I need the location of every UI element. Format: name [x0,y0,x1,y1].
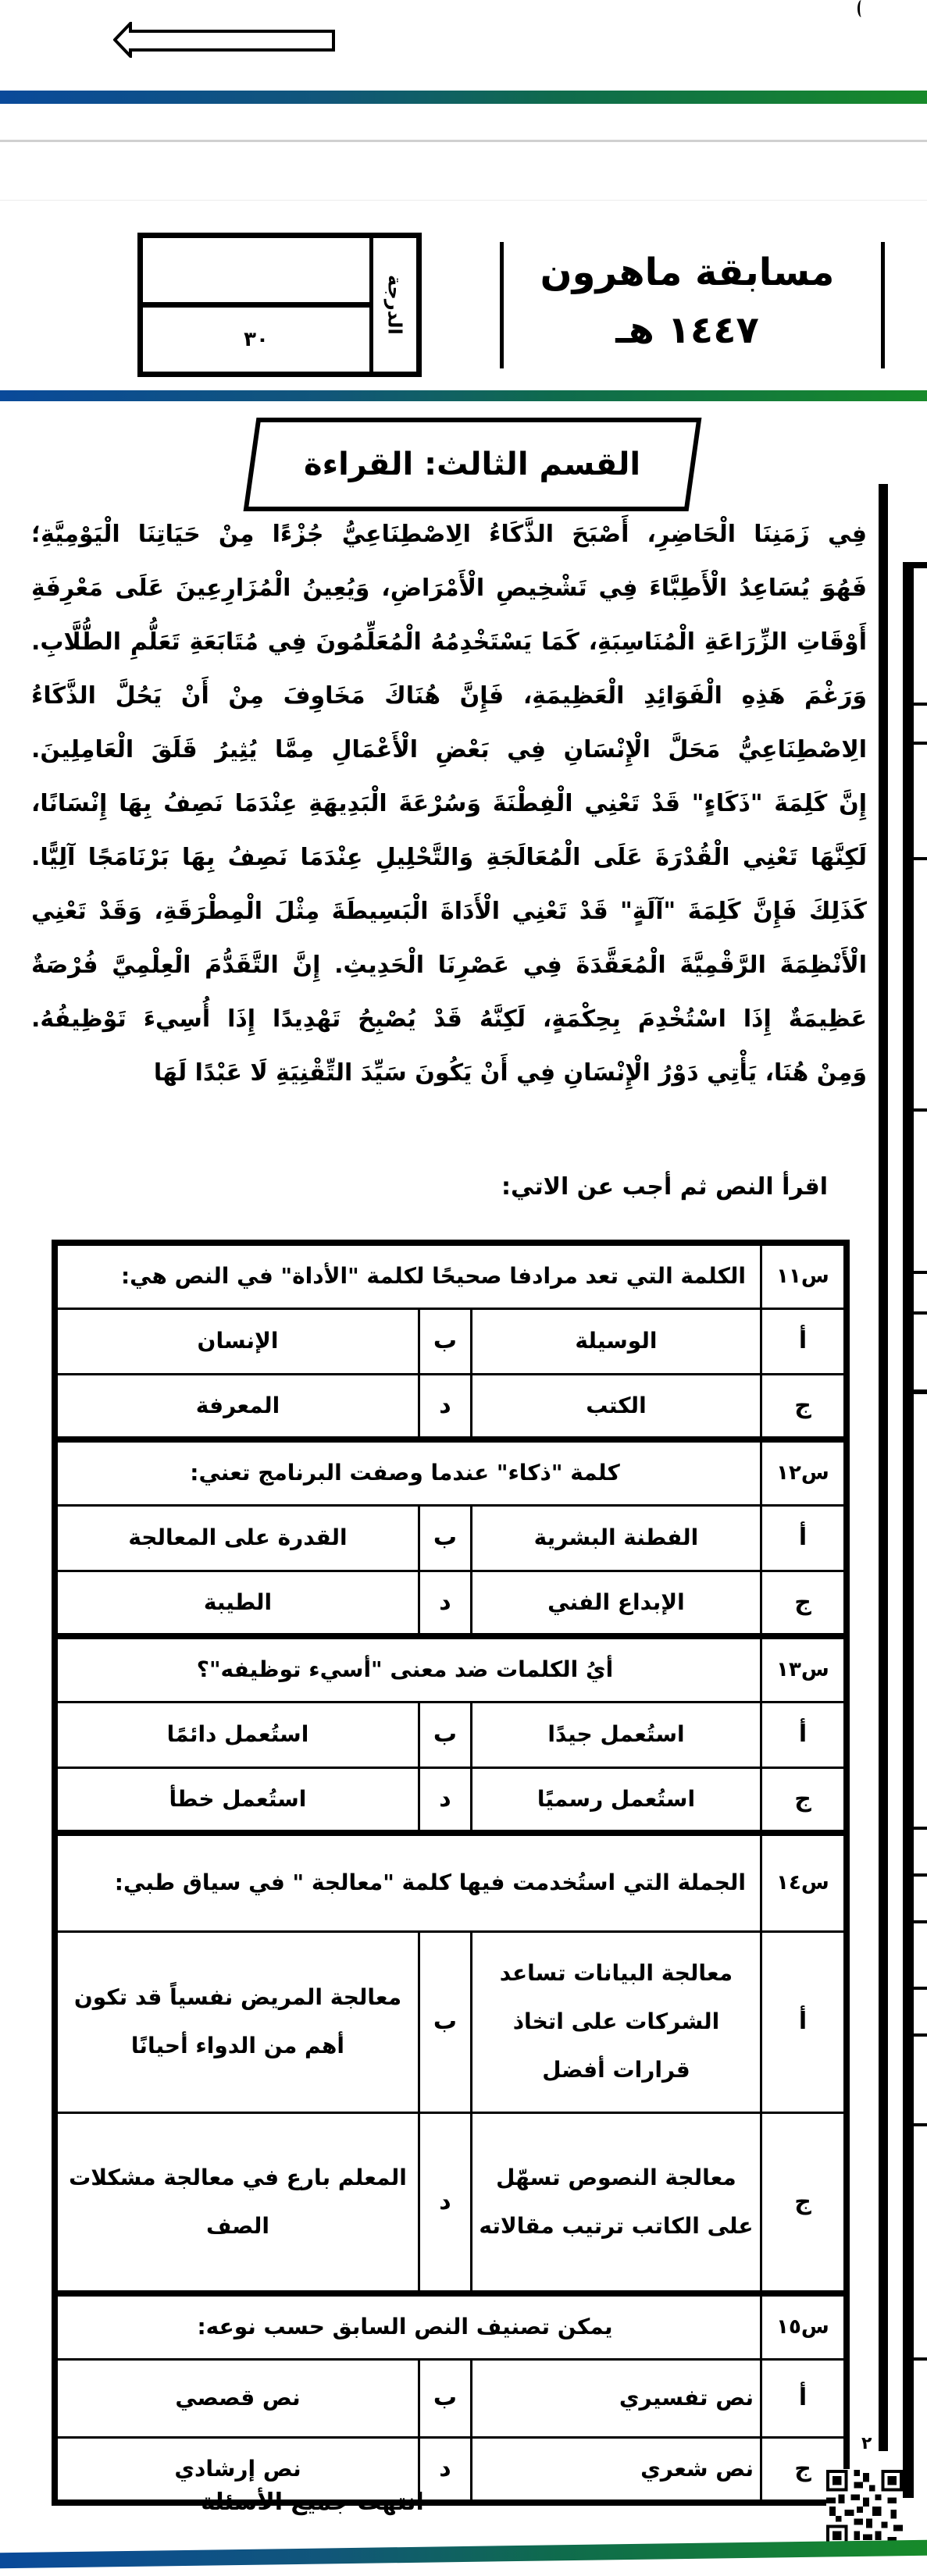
question-row [55,1833,847,1931]
passage-line: الِاصْطِنَاعِيُّ مَحَلَّ الْإِنْسَانِ فِي بَعْضِ الْأَعْمَالِ مِمَّا يُثِيرُ قَلَقَ الْعَامِلِينَ. [31,736,867,763]
option-c[interactable]: الإبداع الفني [471,1571,761,1636]
passage-line: الْأَنْظِمَةَ الرَّقْمِيَّةَ الْمُعَقَّدَةَ فِي عَصْرِنَا الْحَدِيثِ. إِنَّ التَّقَدُّمَ الْعِلْمِيَّ فُرْصَةٌ [31,952,867,979]
end-of-questions: انتهت جميع الأسئلة [201,2489,424,2516]
adjacent-page-line [914,1827,927,1830]
adjacent-page-line [914,1987,927,1990]
bottom-color-band [0,2540,927,2569]
option-b[interactable]: القدرة على المعالجة [55,1505,419,1571]
option-letter: أ [761,1308,847,1374]
instruction: اقرأ النص ثم أجب عن الاتي: [501,1173,828,1201]
passage-line: لَكِنَّهَا تَعْنِي الْقُدْرَةَ عَلَى الْمُعَالَجَةِ وَالتَّحْلِيلِ عِنْدَمَا نَصِفُ بِهَا بَرْنَامَجًا آلِيًّا. [31,844,867,871]
options-row [55,2359,847,2437]
questions-table [52,1240,850,2506]
page-corner-mark [857,0,865,17]
adjacent-page-line [914,703,927,706]
adjacent-page-edge [903,562,927,2498]
adjacent-page-line [914,1873,927,1877]
question-row [55,1439,847,1505]
option-a[interactable]: الفطنة البشرية [471,1505,761,1571]
adjacent-page-line [914,857,927,860]
adjacent-page-line [914,1108,927,1112]
option-letter: ج [761,1571,847,1636]
options-row [55,1505,847,1571]
question-number: س١١ [761,1243,847,1308]
option-letter: د [419,1374,471,1439]
adjacent-page-line [914,1311,927,1315]
option-d[interactable]: نص إرشادي [55,2437,419,2503]
page-number: ٢ [861,2434,872,2453]
option-a[interactable]: معالجة البيانات تساعد الشركات على اتخاذ قرارات أفضل [471,1931,761,2112]
qr-code-icon[interactable] [826,2469,903,2547]
adjacent-page-line [914,1271,927,1274]
passage-line: فَهُوَ يُسَاعِدُ الْأَطِبَّاءَ فِي تَشْخِيصِ الْأَمْرَاضِ، وَيُعِينُ الْمُزَارِعِينَ عَلَى مَعْرِفَةِ [31,575,867,602]
adjacent-page-line [914,2357,927,2361]
option-letter: د [419,1767,471,1833]
option-letter: أ [761,1931,847,2112]
score-total: ٣٠ [143,302,369,372]
option-d[interactable]: استُعمل خطأ [55,1767,419,1833]
adjacent-page-line [914,2033,927,2037]
score-label: الدرجة [383,275,406,335]
adjacent-page-line [914,1920,927,1923]
option-a[interactable]: نص تفسيري [471,2359,761,2437]
question-text: الكلمة التي تعد مرادفا صحيحًا لكلمة "الأداة" في النص هي: [55,1243,761,1308]
header-divider [881,242,885,368]
option-letter: ج [761,1374,847,1439]
option-letter: ج [761,2437,847,2503]
question-row [55,1636,847,1702]
header-divider [500,242,504,368]
option-c[interactable]: معالجة النصوص تسهّل على الكاتب ترتيب مقالاته [471,2112,761,2293]
passage-line: عَظِيمَةٌ إِذَا اسْتُخْدِمَ بِحِكْمَةٍ، لَكِنَّهُ قَدْ يُصْبِحُ تَهْدِيدًا إِذَا أُسِيءَ تَوْظِيفُهُ. [31,1005,867,1033]
question-text: الجملة التي استُخدمت فيها كلمة "معالجة " في سياق طبي: [55,1833,761,1931]
option-letter: ب [419,2359,471,2437]
option-d[interactable]: الطيبة [55,1571,419,1636]
passage-line: إِنَّ كَلِمَةَ "ذَكَاءٍ" قَدْ تَعْنِي الْفِطْنَةَ وَسُرْعَةَ الْبَدِيهَةِ عِنْدَمَا نَصِفُ بِهَا إِنْسَانًا، [31,790,867,817]
option-c[interactable]: استُعمل رسميًا [471,1767,761,1833]
question-row [55,2293,847,2359]
adjacent-page-line [914,2123,927,2126]
options-row [55,1308,847,1374]
reading-passage [31,507,867,1100]
option-c[interactable]: نص شعري [471,2437,761,2503]
option-letter: ب [419,1505,471,1571]
section-title-box [244,418,702,511]
score-obtained-field[interactable] [143,238,369,302]
score-box [137,233,422,377]
divider [0,140,927,142]
passage-line: كَذَلِكَ فَإِنَّ كَلِمَةَ "آلَةٍ" قَدْ تَعْنِي الْأَدَاةَ الْبَسِيطَةَ مِثْلَ الْمِطْرَقَةِ، وَقَدْ تَعْنِي [31,898,867,925]
option-letter: أ [761,1702,847,1767]
option-letter: ج [761,2112,847,2293]
options-row [55,1374,847,1439]
option-b[interactable]: استُعمل دائمًا [55,1702,419,1767]
divider [0,200,927,201]
adjacent-page-line [914,742,927,745]
option-letter: أ [761,1505,847,1571]
options-row [55,1931,847,2112]
question-text: يمكن تصنيف النص السابق حسب نوعه: [55,2293,761,2359]
column-rule [879,484,888,2451]
back-arrow-icon[interactable] [113,22,336,58]
passage-line: فِي زَمَنِنَا الْحَاضِرِ، أَصْبَحَ الذَّكَاءُ الِاصْطِنَاعِيُّ جُزْءًا مِنْ حَيَاتِنَا الْيَوْمِيَّةِ؛ [31,521,867,548]
section-title: القسم الثالث: القراءة [304,447,641,482]
option-d[interactable]: المعرفة [55,1374,419,1439]
question-number: س١٣ [761,1636,847,1702]
question-text: أيُ الكلمات ضد معنى "أسيء توظيفه"؟ [55,1636,761,1702]
option-letter: ج [761,1767,847,1833]
options-row [55,1702,847,1767]
header-color-band [0,390,927,401]
passage-line: وَمِنْ هُنَا، يَأْتِي دَوْرُ الْإِنْسَانِ فِي أَنْ يَكُونَ سَيِّدَ التِّقْنِيَةِ لَا عَبْدًا لَهَا [153,1059,867,1087]
option-b[interactable]: نص قصصي [55,2359,419,2437]
adjacent-page-line [914,1391,927,1394]
passage-line: أَوْقَاتِ الزِّرَاعَةِ الْمُنَاسِبَةِ، كَمَا يَسْتَخْدِمُهُ الْمُعَلِّمُونَ فِي مُتَابَعَةِ تَعَلُّمِ الطُّلَّابِ. [31,628,867,656]
question-number: س١٢ [761,1439,847,1505]
option-b[interactable]: الإنسان [55,1308,419,1374]
option-letter: د [419,1571,471,1636]
option-letter: ب [419,1702,471,1767]
options-row [55,2112,847,2293]
option-a[interactable]: استُعمل جيدًا [471,1702,761,1767]
contest-year: ١٤٤٧ هـ [615,308,759,352]
options-row [55,1571,847,1636]
top-color-band [0,91,927,104]
options-row [55,1767,847,1833]
question-number: س١٥ [761,2293,847,2359]
option-letter: أ [761,2359,847,2437]
option-letter: ب [419,1931,471,2112]
option-letter: ب [419,1308,471,1374]
question-text: كلمة "ذكاء" عندما وصفت البرنامج تعني: [55,1439,761,1505]
contest-name: مسابقة ماهرون [540,251,835,294]
option-letter: د [419,2112,471,2293]
score-values [143,238,369,372]
option-c[interactable]: الكتب [471,1374,761,1439]
score-label-cell [369,238,416,372]
option-b[interactable]: معالجة المريض نفسياً قد تكون أهم من الدواء أحيانًا [55,1931,419,2112]
option-a[interactable]: الوسيلة [471,1308,761,1374]
question-row [55,1243,847,1308]
passage-line: وَرَغْمَ هَذِهِ الْفَوَائِدِ الْعَظِيمَةِ، فَإِنَّ هُنَاكَ مَخَاوِفَ مِنْ أَنْ يَحُلَّ الذَّكَاءُ [31,682,867,710]
question-number: س١٤ [761,1833,847,1931]
option-d[interactable]: المعلم بارع في معالجة مشكلات الصف [55,2112,419,2293]
option-letter: د [419,2437,471,2503]
contest-title [515,244,859,359]
